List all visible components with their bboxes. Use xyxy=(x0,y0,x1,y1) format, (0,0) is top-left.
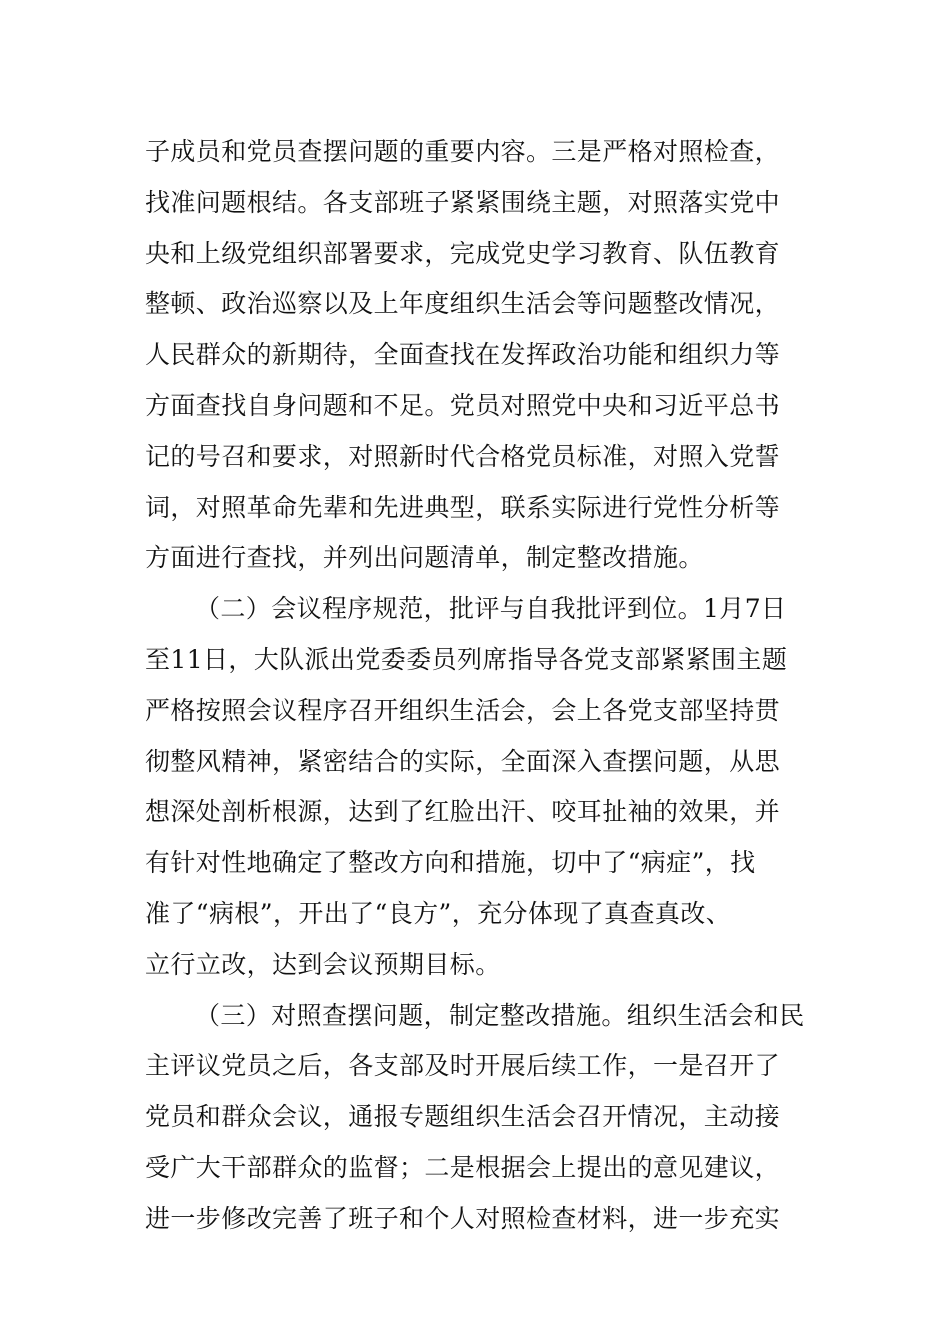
body-line: 想深处剖析根源，达到了红脸出汗、咬耳扯袖的效果，并 xyxy=(145,797,781,827)
body-line: 方面查找自身问题和不足。党员对照党中央和习近平总书 xyxy=(145,390,781,420)
body-line: 进一步修改完善了班子和个人对照检查材料，进一步充实 xyxy=(145,1203,781,1233)
body-line: 整顿、政治巡察以及上年度组织生活会等问题整改情况， xyxy=(145,289,781,319)
section-heading-three: （三）对照查摆问题，制定整改措施。组织生活会和民 xyxy=(195,1000,805,1030)
document-body xyxy=(145,127,805,1245)
body-line: 严格按照会议程序召开组织生活会，会上各党支部坚持贯 xyxy=(145,695,781,725)
body-line: 子成员和党员查摆问题的重要内容。三是严格对照检查， xyxy=(145,137,781,166)
body-line: 央和上级党组织部署要求，完成党史学习教育、队伍教育 xyxy=(145,238,781,268)
body-line: 准了“病根”，开出了“良方”，充分体现了真查真改、 xyxy=(145,898,732,928)
body-line: 彻整风精神，紧密结合的实际，全面深入查摆问题，从思 xyxy=(145,746,781,776)
body-line: 党员和群众会议，通报专题组织生活会召开情况，主动接 xyxy=(145,1102,781,1132)
body-line: 词，对照革命先辈和先进典型，联系实际进行党性分析等 xyxy=(145,492,781,522)
body-line: 方面进行查找，并列出问题清单，制定整改措施。 xyxy=(145,543,704,573)
body-line: 立行立改，达到会议预期目标。 xyxy=(145,949,501,979)
body-line: 有针对性地确定了整改方向和措施，切中了“病症”，找 xyxy=(145,848,756,878)
body-line: 找准问题根结。各支部班子紧紧围绕主题，对照落实党中 xyxy=(145,187,781,217)
section-heading-two: （二）会议程序规范，批评与自我批评到位。1月7日 xyxy=(195,594,787,624)
body-line: 人民群众的新期待，全面查找在发挥政治功能和组织力等 xyxy=(145,340,781,370)
body-line: 受广大干部群众的监督；二是根据会上提出的意见建议， xyxy=(145,1152,781,1182)
body-line: 记的号召和要求，对照新时代合格党员标准，对照入党誓 xyxy=(145,441,781,471)
body-line: 至11日，大队派出党委委员列席指导各党支部紧紧围主题 xyxy=(145,644,788,674)
body-line: 主评议党员之后，各支部及时开展后续工作，一是召开了 xyxy=(145,1051,781,1081)
